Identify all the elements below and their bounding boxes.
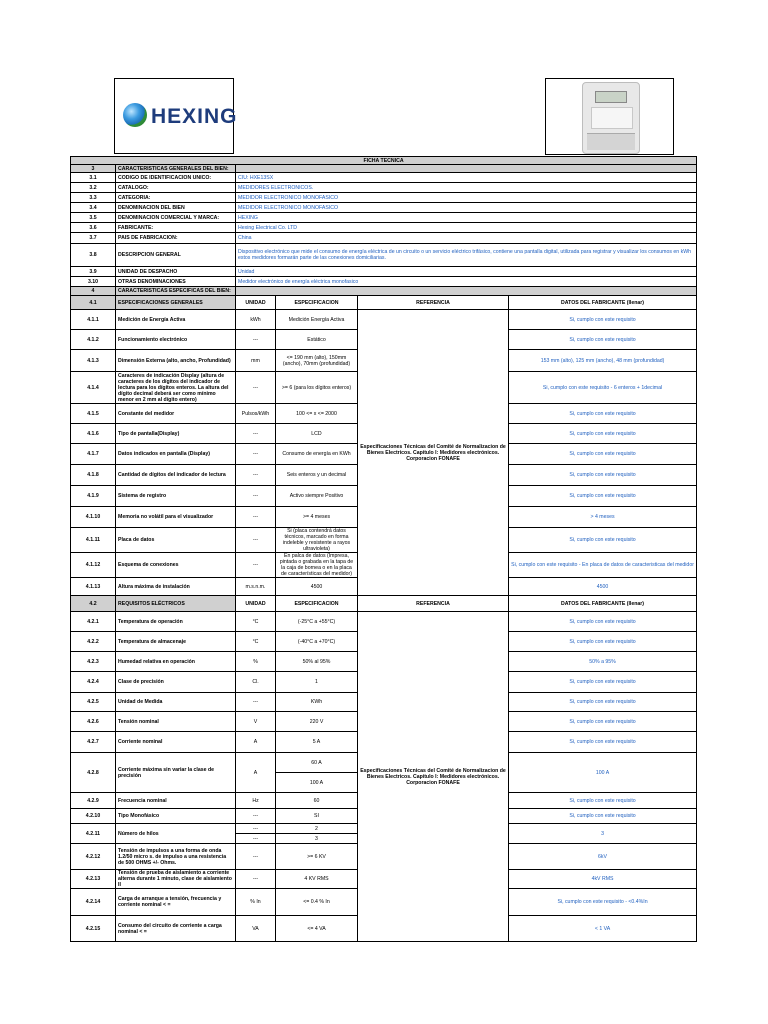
row-number: 3.1: [71, 173, 116, 183]
row-label: Altura máxima de instalación: [116, 578, 236, 596]
unit-cell: ---: [236, 372, 276, 404]
row-label: Dimensión Externa (alto, ancho, Profundidad): [116, 350, 236, 372]
unit-cell: A: [236, 753, 276, 793]
row-value: [236, 165, 697, 173]
row-value: China: [236, 233, 697, 244]
section-title: REQUISITOS ELÉCTRICOS: [116, 596, 236, 612]
manufacturer-cell: 100 A: [509, 753, 697, 793]
unit-cell: ---: [236, 824, 276, 834]
row-number: 4.2.11: [71, 824, 116, 844]
spec-cell: En palca de datos (Impresa, pintada o grabada en la tapa de la caja de bornea o en la placa de características del medidor): [276, 553, 358, 578]
row-label: UNIDAD DE DESPACHO: [116, 267, 236, 277]
row-number: 4.2.12: [71, 844, 116, 870]
manufacturer-cell: Si, cumplo con este requisito: [509, 310, 697, 330]
row-number: 4.2.5: [71, 693, 116, 712]
row-number: 3.4: [71, 203, 116, 213]
manufacturer-header: DATOS DEL FABRICANTE (llenar): [509, 296, 697, 310]
spec-header: ESPECIFICACION: [276, 296, 358, 310]
section-title: ESPECIFICACIONES GENERALES: [116, 296, 236, 310]
unit-cell: ---: [236, 330, 276, 350]
unit-cell: ---: [236, 444, 276, 465]
section-number: 4.1: [71, 296, 116, 310]
row-label: Caracteres de indicación Display (altura de caracteres de los dígitos del indicador de lectura para los dígitos enteros. La altura del dígito decimal deberá ser como mínimo menor en 2 mm al dígito entero): [116, 372, 236, 404]
ficha-tecnica-table: [70, 156, 697, 942]
manufacturer-cell: Si, cumplo con este requisito: [509, 632, 697, 652]
row-value: [236, 287, 697, 296]
row-number: 4.2.13: [71, 870, 116, 889]
row-value: HEXING: [236, 213, 697, 223]
manufacturer-cell: Si, cumplo con este requisito: [509, 424, 697, 444]
row-value: CIU: HXE13SX: [236, 173, 697, 183]
spec-cell: 50% al 95%: [276, 652, 358, 672]
unit-cell: ---: [236, 507, 276, 528]
manufacturer-cell: 6kV: [509, 844, 697, 870]
table-row: [71, 203, 697, 213]
unit-cell: ---: [236, 809, 276, 824]
row-label: Datos indicados en pantalla (Display): [116, 444, 236, 465]
table-row: [71, 267, 697, 277]
row-number: 4.1.12: [71, 553, 116, 578]
unit-header: UNIDAD: [236, 596, 276, 612]
row-label: Medición de Energía Activa: [116, 310, 236, 330]
row-label: Número de hilos: [116, 824, 236, 844]
row-number: 3.9: [71, 267, 116, 277]
row-number: 4.1.1: [71, 310, 116, 330]
unit-cell: VA: [236, 916, 276, 942]
row-number: 4.2.8: [71, 753, 116, 793]
spec-cell: Activo siempre Positivo: [276, 486, 358, 507]
row-number: 4.2.14: [71, 889, 116, 916]
unit-header: UNIDAD: [236, 296, 276, 310]
unit-cell: ---: [236, 553, 276, 578]
manufacturer-cell: Si, cumplo con este requisito: [509, 793, 697, 809]
unit-cell: % In: [236, 889, 276, 916]
unit-cell: %: [236, 652, 276, 672]
section-header-row: [71, 165, 697, 173]
manufacturer-cell: 153 mm (alto), 125 mm (ancho), 48 mm (profundidad): [509, 350, 697, 372]
unit-cell: Hz: [236, 793, 276, 809]
row-number: 4: [71, 287, 116, 296]
row-number: 4.1.4: [71, 372, 116, 404]
page-title: FICHA TECNICA: [71, 157, 697, 165]
spec-cell: 3: [276, 834, 358, 844]
row-label: CODIGO DE IDENTIFICACION UNICO:: [116, 173, 236, 183]
hexing-logo-box: [114, 78, 238, 154]
unit-cell: Cl.: [236, 672, 276, 693]
row-label: Consumo del circuito de corriente a carga nominal < =: [116, 916, 236, 942]
manufacturer-cell: Si, cumplo con este requisito: [509, 809, 697, 824]
unit-cell: ---: [236, 528, 276, 553]
row-number: 4.1.11: [71, 528, 116, 553]
spec-cell: (-40°C a +70°C): [276, 632, 358, 652]
row-number: 3.5: [71, 213, 116, 223]
section-number: 4.2: [71, 596, 116, 612]
row-label: Constante del medidor: [116, 404, 236, 424]
unit-cell: ---: [236, 844, 276, 870]
spec-cell: 60 A: [276, 753, 358, 773]
spec-cell: >= 4 meses: [276, 507, 358, 528]
table-row: [71, 277, 697, 287]
reference-header: REFERENCIA: [358, 596, 509, 612]
section-header-row: [71, 596, 697, 612]
spec-cell: 100 A: [276, 773, 358, 793]
manufacturer-cell: Si, cumplo con este requisito: [509, 693, 697, 712]
row-number: 3: [71, 165, 116, 173]
row-number: 4.1.9: [71, 486, 116, 507]
unit-cell: °C: [236, 612, 276, 632]
row-number: 4.1.3: [71, 350, 116, 372]
row-number: 4.2.3: [71, 652, 116, 672]
section-header-row: [71, 287, 697, 296]
row-number: 4.2.4: [71, 672, 116, 693]
spec-cell: (-25°C a +55°C): [276, 612, 358, 632]
manufacturer-cell: < 1 VA: [509, 916, 697, 942]
row-label: Corriente nominal: [116, 732, 236, 753]
row-number: 4.1.2: [71, 330, 116, 350]
row-label: Carga de arranque a tensión, frecuencia y corriente nominal < =: [116, 889, 236, 916]
row-label: Placa de datos: [116, 528, 236, 553]
manufacturer-cell: 3: [509, 824, 697, 844]
spec-cell: LCD: [276, 424, 358, 444]
row-number: 4.1.6: [71, 424, 116, 444]
spec-cell: 2: [276, 824, 358, 834]
row-number: 4.1.10: [71, 507, 116, 528]
row-number: 4.1.13: [71, 578, 116, 596]
table-row: [71, 193, 697, 203]
spec-cell: >= 6 KV: [276, 844, 358, 870]
table-row: [71, 223, 697, 233]
spec-cell: <= 190 mm (alto), 150mm (ancho), 70mm (profundidad): [276, 350, 358, 372]
unit-cell: ---: [236, 834, 276, 844]
manufacturer-cell: 50% a 95%: [509, 652, 697, 672]
spec-cell: 1: [276, 672, 358, 693]
unit-cell: mm: [236, 350, 276, 372]
spec-header: ESPECIFICACION: [276, 596, 358, 612]
title-row: [71, 157, 697, 165]
row-value: Dispositivo electrónico que mide el consumo de energía eléctrica de un circuito o un servicio eléctrico trifásico, contiene una pantalla digital, utilizada para registrar y visualizar los consumos en kWh estos medidores formarán parte de las conexiones domiciliarias.: [236, 244, 697, 267]
row-label: CATALOGO:: [116, 183, 236, 193]
unit-cell: ---: [236, 424, 276, 444]
spec-cell: Medición Energía Activa: [276, 310, 358, 330]
row-label: DESCRIPCION GENERAL: [116, 244, 236, 267]
meter-photo-box: [545, 78, 674, 155]
unit-cell: ---: [236, 870, 276, 889]
unit-cell: m.s.n.m.: [236, 578, 276, 596]
row-value: MEDIDORES ELECTRONICOS.: [236, 183, 697, 193]
manufacturer-cell: Si, cumplo con este requisito: [509, 612, 697, 632]
spec-cell: 220 V: [276, 712, 358, 732]
row-label: Cantidad de dígitos del indicador de lectura: [116, 465, 236, 486]
manufacturer-cell: Si, cumplo con este requisito - 6 enteros + 1decimal: [509, 372, 697, 404]
row-label: Esquema de conexiones: [116, 553, 236, 578]
spec-cell: Estático: [276, 330, 358, 350]
logo-text: HEXING: [151, 105, 238, 128]
manufacturer-cell: Si, cumplo con este requisito: [509, 732, 697, 753]
row-value: Medidor electrónico de energía eléctrica monofasico: [236, 277, 697, 287]
row-label: Frecuencia nominal: [116, 793, 236, 809]
row-number: 4.1.8: [71, 465, 116, 486]
row-label: Tipo de pantalla(Display): [116, 424, 236, 444]
manufacturer-cell: Si, cumplo con este requisito: [509, 330, 697, 350]
row-number: 3.6: [71, 223, 116, 233]
row-label: Temperatura de almacenaje: [116, 632, 236, 652]
unit-cell: ---: [236, 486, 276, 507]
spec-cell: 60: [276, 793, 358, 809]
manufacturer-cell: Si, cumplo con este requisito: [509, 465, 697, 486]
spec-cell: 4500: [276, 578, 358, 596]
unit-cell: V: [236, 712, 276, 732]
row-number: 4.2.2: [71, 632, 116, 652]
unit-cell: kWh: [236, 310, 276, 330]
spec-cell: Si (placa contendrá datos técnicos, marcado en forma indeleble y resistente a rayos ultravioleta): [276, 528, 358, 553]
row-label: OTRAS DENOMINACIONES: [116, 277, 236, 287]
row-number: 4.2.15: [71, 916, 116, 942]
row-label: Unidad de Medida: [116, 693, 236, 712]
table-row: [71, 183, 697, 193]
row-label: CARACTERISTICAS ESPECIFICAS DEL BIEN:: [116, 287, 236, 296]
spec-cell: <= 4 VA: [276, 916, 358, 942]
manufacturer-cell: Si, cumplo con este requisito: [509, 712, 697, 732]
row-value: MEDIDOR ELECTRONICO MONOFASICO: [236, 193, 697, 203]
table-row: [71, 612, 697, 632]
row-label: DENOMINACION DEL BIEN: [116, 203, 236, 213]
unit-cell: ---: [236, 465, 276, 486]
row-label: Tensión nominal: [116, 712, 236, 732]
meter-icon: [582, 82, 640, 154]
unit-cell: °C: [236, 632, 276, 652]
spec-cell: Seis enteros y un decimal: [276, 465, 358, 486]
table-row: [71, 213, 697, 223]
row-label: DENOMINACION COMERCIAL Y MARCA:: [116, 213, 236, 223]
unit-cell: Pulsos/kWh: [236, 404, 276, 424]
row-label: Temperatura de operación: [116, 612, 236, 632]
row-label: PAIS DE FABRICACION:: [116, 233, 236, 244]
row-label: Tipo Monofásico: [116, 809, 236, 824]
row-number: 3.7: [71, 233, 116, 244]
row-label: Memoria no volátil para el visualizador: [116, 507, 236, 528]
spec-cell: Consumo de energía en KWh: [276, 444, 358, 465]
manufacturer-cell: 4500: [509, 578, 697, 596]
manufacturer-cell: Si, cumplo con este requisito - <0.4%In: [509, 889, 697, 916]
manufacturer-header: DATOS DEL FABRICANTE (llenar): [509, 596, 697, 612]
spec-cell: KWh: [276, 693, 358, 712]
row-value: Unidad: [236, 267, 697, 277]
unit-cell: ---: [236, 693, 276, 712]
row-number: 4.2.1: [71, 612, 116, 632]
manufacturer-cell: Si, cumplo con este requisito - En placa de datos de caracteristicas del medidor: [509, 553, 697, 578]
table-row: [71, 233, 697, 244]
spec-cell: >= 6 (para los dígitos enteros): [276, 372, 358, 404]
manufacturer-cell: Si, cumplo con este requisito: [509, 672, 697, 693]
globe-icon: [123, 103, 147, 127]
manufacturer-cell: 4kV RMS: [509, 870, 697, 889]
row-number: 3.8: [71, 244, 116, 267]
row-label: CATEGORIA:: [116, 193, 236, 203]
row-number: 4.2.7: [71, 732, 116, 753]
row-number: 4.2.10: [71, 809, 116, 824]
row-label: FABRICANTE:: [116, 223, 236, 233]
spec-cell: SI: [276, 809, 358, 824]
spec-cell: 100 <= x <= 2000: [276, 404, 358, 424]
spec-cell: 5 A: [276, 732, 358, 753]
row-number: 4.2.9: [71, 793, 116, 809]
table-row: [71, 310, 697, 330]
manufacturer-cell: Si, cumplo con este requisito: [509, 404, 697, 424]
row-label: Humedad relativa en operación: [116, 652, 236, 672]
row-value: Hexing Electrical Co. LTD: [236, 223, 697, 233]
row-label: Tensión de impulsos a una forma de onda 1.2/50 micro s. de impulso a una resistencia de 500 OHMS +/- Ohms.: [116, 844, 236, 870]
row-number: 3.2: [71, 183, 116, 193]
manufacturer-cell: Si, cumplo con este requisito: [509, 528, 697, 553]
manufacturer-cell: Si, cumplo con este requisito: [509, 486, 697, 507]
spec-cell: 4 KV RMS: [276, 870, 358, 889]
reference-cell: Especificaciones Técnicas del Comité de Normalizacion de Bienes Electricos. Capitulo I: Medidores electrónicos. Corporacion FONAFE: [358, 612, 509, 942]
row-number: 4.1.7: [71, 444, 116, 465]
reference-header: REFERENCIA: [358, 296, 509, 310]
row-label: CARACTERISTICAS GENERALES DEL BIEN:: [116, 165, 236, 173]
manufacturer-cell: Si, cumplo con este requisito: [509, 444, 697, 465]
spec-cell: <= 0.4 % In: [276, 889, 358, 916]
row-number: 4.1.5: [71, 404, 116, 424]
table-row: [71, 173, 697, 183]
manufacturer-cell: > 4 meses: [509, 507, 697, 528]
row-label: Corriente máxima sin variar la clase de precisión: [116, 753, 236, 793]
row-label: Sistema de registro: [116, 486, 236, 507]
row-number: 3.10: [71, 277, 116, 287]
row-number: 3.3: [71, 193, 116, 203]
table-row: [71, 244, 697, 267]
row-label: Tensión de prueba de aislamiento a corriente alterna durante 1 minuto, clase de aislamiento II: [116, 870, 236, 889]
unit-cell: A: [236, 732, 276, 753]
row-value: MEDIDOR ELECTRONICO MONOFASICO: [236, 203, 697, 213]
row-number: 4.2.6: [71, 712, 116, 732]
section-header-row: [71, 296, 697, 310]
row-label: Clase de precisión: [116, 672, 236, 693]
reference-cell: Especificaciones Técnicas del Comité de Normalizacion de Bienes Electricos. Capitulo I: Medidores electrónicos. Corporacion FONAFE: [358, 310, 509, 596]
row-label: Funcionamiento electrónico: [116, 330, 236, 350]
